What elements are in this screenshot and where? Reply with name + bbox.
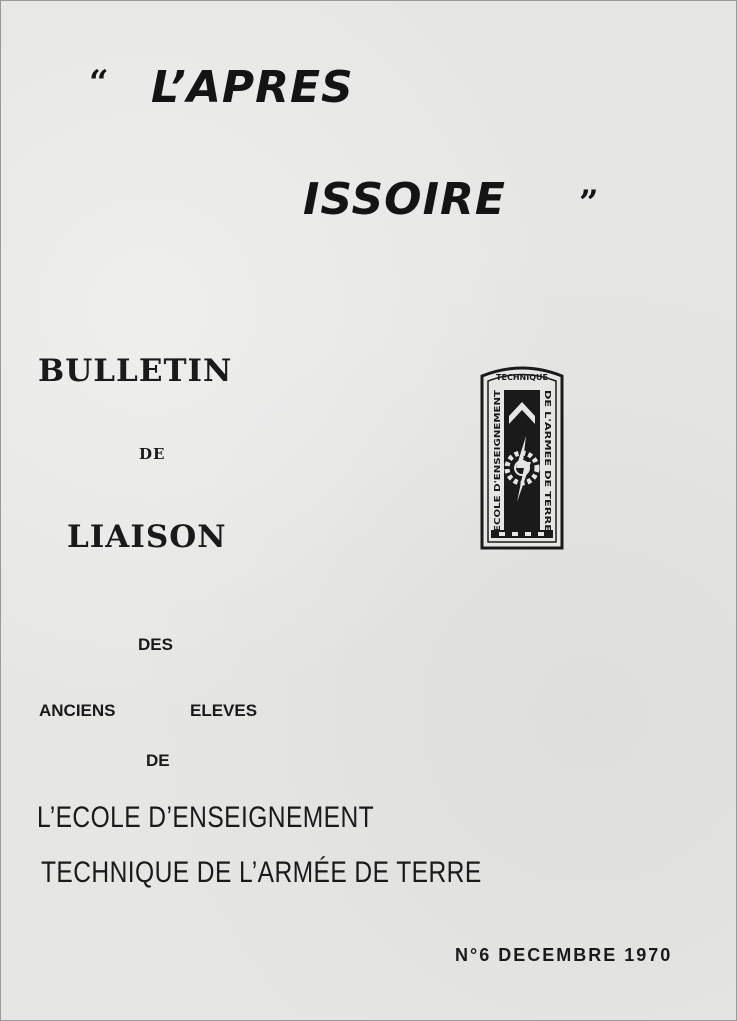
des-word: DES [138,635,173,654]
bulletin-word: BULLETIN [38,353,233,389]
de-word-1: DE [139,445,166,463]
emblem-text-right: DE L'ARMEE DE TERRE [543,390,552,484]
emblem-text-top: TECHNIQUE [496,373,548,382]
title-line-1: L’APRES [151,62,354,113]
school-line-2: TECHNIQUE DE L’ARMÉE DE TERRE [41,856,482,889]
eleves-word: ELEVES [190,701,258,720]
emblem-text-left: ECOLE D'ENSEIGNEMENT [493,427,502,532]
liaison-word: LIAISON [67,519,227,555]
open-quote: “ [89,63,109,103]
school-emblem-badge [479,364,565,552]
de-word-2: DE [146,751,170,770]
anciens-word: ANCIENS [39,701,116,720]
close-quote: ” [579,183,599,223]
emblem-icon [479,364,565,552]
school-line-1: L’ECOLE D’ENSEIGNEMENT [37,801,375,834]
issue-label: N°6 DECEMBRE 1970 [455,945,673,965]
title-line-2: ISSOIRE [303,174,506,225]
